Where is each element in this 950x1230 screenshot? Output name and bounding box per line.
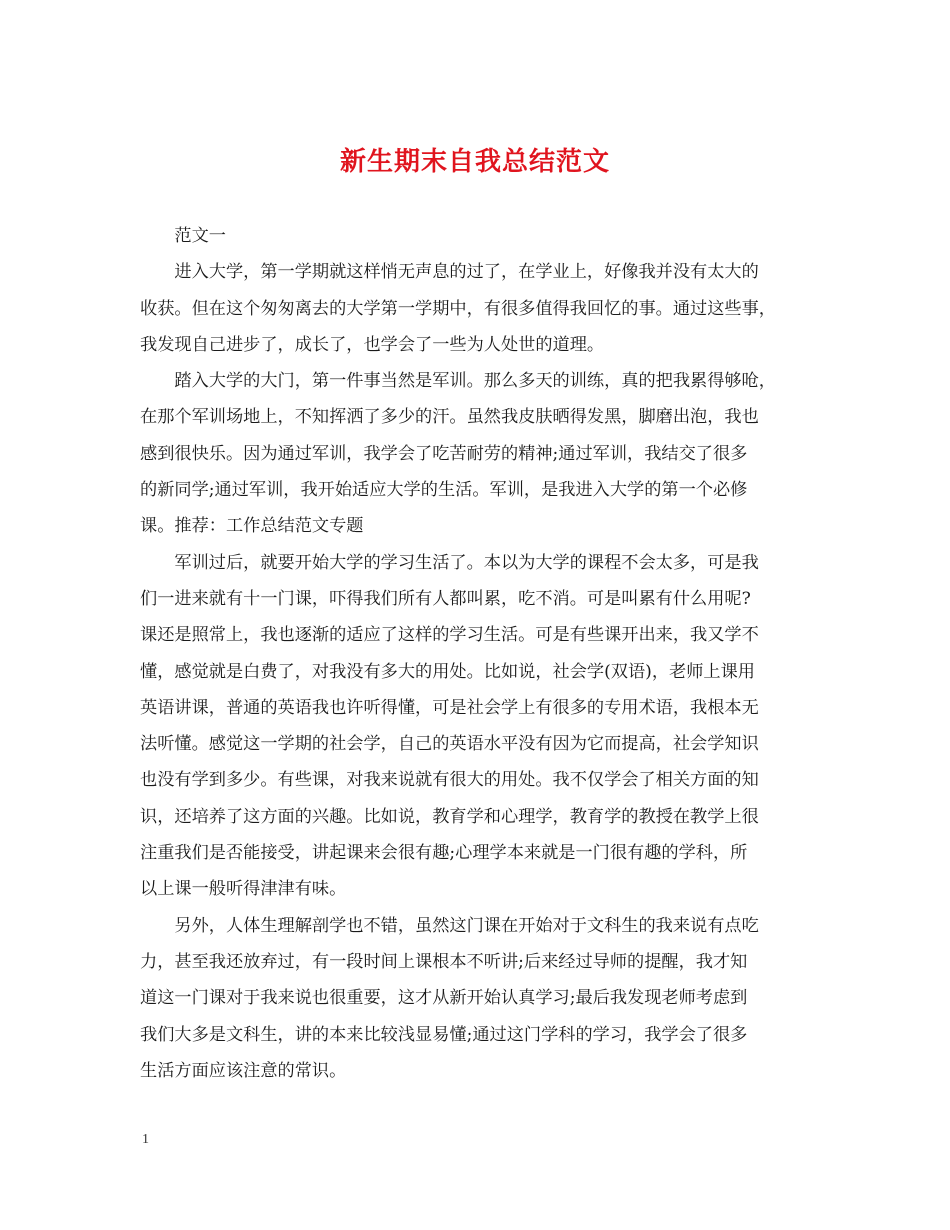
paragraph: [140, 908, 815, 1089]
text-line: 范文一: [174, 226, 226, 246]
text-line: 法听懂。感觉这一学期的社会学，自己的英语水平没有因为它而提高，社会学知识: [140, 734, 759, 755]
text-line: 注重我们是否能接受，讲起课来会很有趣;心理学本来就是一门很有趣的学科，所: [140, 843, 748, 864]
text-line: 们一进来就有十一门课，吓得我们所有人都叫累，吃不消。可是叫累有什么用呢?: [140, 588, 751, 609]
text-line: 英语讲课，普通的英语我也许听得懂，可是社会学上有很多的专用术语，我根本无: [140, 697, 759, 718]
text-line: 在那个军训场地上，不知挥洒了多少的汗。虽然我皮肤晒得发黑，脚磨出泡，我也: [140, 407, 759, 428]
text-line: 也没有学到多少。有些课，对我来说就有很大的用处。我不仅学会了相关方面的知: [140, 770, 759, 791]
text-line: 军训过后，就要开始大学的学习生活了。本以为大学的课程不会太多，可是我: [174, 552, 759, 573]
text-line: 力，甚至我还放弃过，有一段时间上课根本不听讲;后来经过导师的提醒，我才知: [140, 951, 748, 972]
page-number: 1: [142, 1132, 149, 1147]
text-line: 识，还培养了这方面的兴趣。比如说，教育学和心理学，教育学的教授在教学上很: [140, 806, 759, 827]
text-line: 道这一门课对于我来说也很重要，这才从新开始认真学习;最后我发现老师考虑到: [140, 988, 748, 1009]
text-line: 踏入大学的大门，第一件事当然是军训。那么多天的训练，真的把我累得够呛，: [174, 371, 776, 392]
paragraph: [140, 545, 815, 908]
document-title: 新生期末自我总结范文: [339, 147, 610, 177]
text-line: 课还是照常上，我也逐渐的适应了这样的学习生活。可是有些课开出来，我又学不: [140, 625, 759, 646]
text-line: 感到很快乐。因为通过军训，我学会了吃苦耐劳的精神;通过军训，我结交了很多: [140, 443, 748, 464]
text-line: 我们大多是文科生，讲的本来比较浅显易懂;通过这门学科的学习，我学会了很多: [140, 1024, 748, 1045]
paragraph: [140, 363, 815, 544]
text-line: 懂，感觉就是白费了，对我没有多大的用处。比如说，社会学(双语)，老师上课用: [140, 661, 755, 682]
text-line: 我发现自己进步了，成长了，也学会了一些为人处世的道理。: [140, 334, 605, 355]
text-line: 的新同学;通过军训，我开始适应大学的生活。军训，是我进入大学的第一个必修: [140, 480, 748, 501]
text-line: 课。推荐：工作总结范文专题: [140, 516, 364, 537]
text-line: 另外，人体生理解剖学也不错，虽然这门课在开始对于文科生的我来说有点吃: [174, 915, 759, 936]
text-line: 收获。但在这个匆匆离去的大学第一学期中，有很多值得我回忆的事。通过这些事，: [140, 298, 776, 319]
text-line: 进入大学，第一学期就这样悄无声息的过了，在学业上，好像我并没有太大的: [174, 262, 759, 283]
paragraph-heading: [140, 218, 815, 254]
paragraph: [140, 254, 815, 363]
document-body: [140, 218, 815, 1089]
text-line: 生活方面应该注意的常识。: [140, 1060, 347, 1081]
text-line: 以上课一般听得津津有味。: [140, 879, 347, 900]
